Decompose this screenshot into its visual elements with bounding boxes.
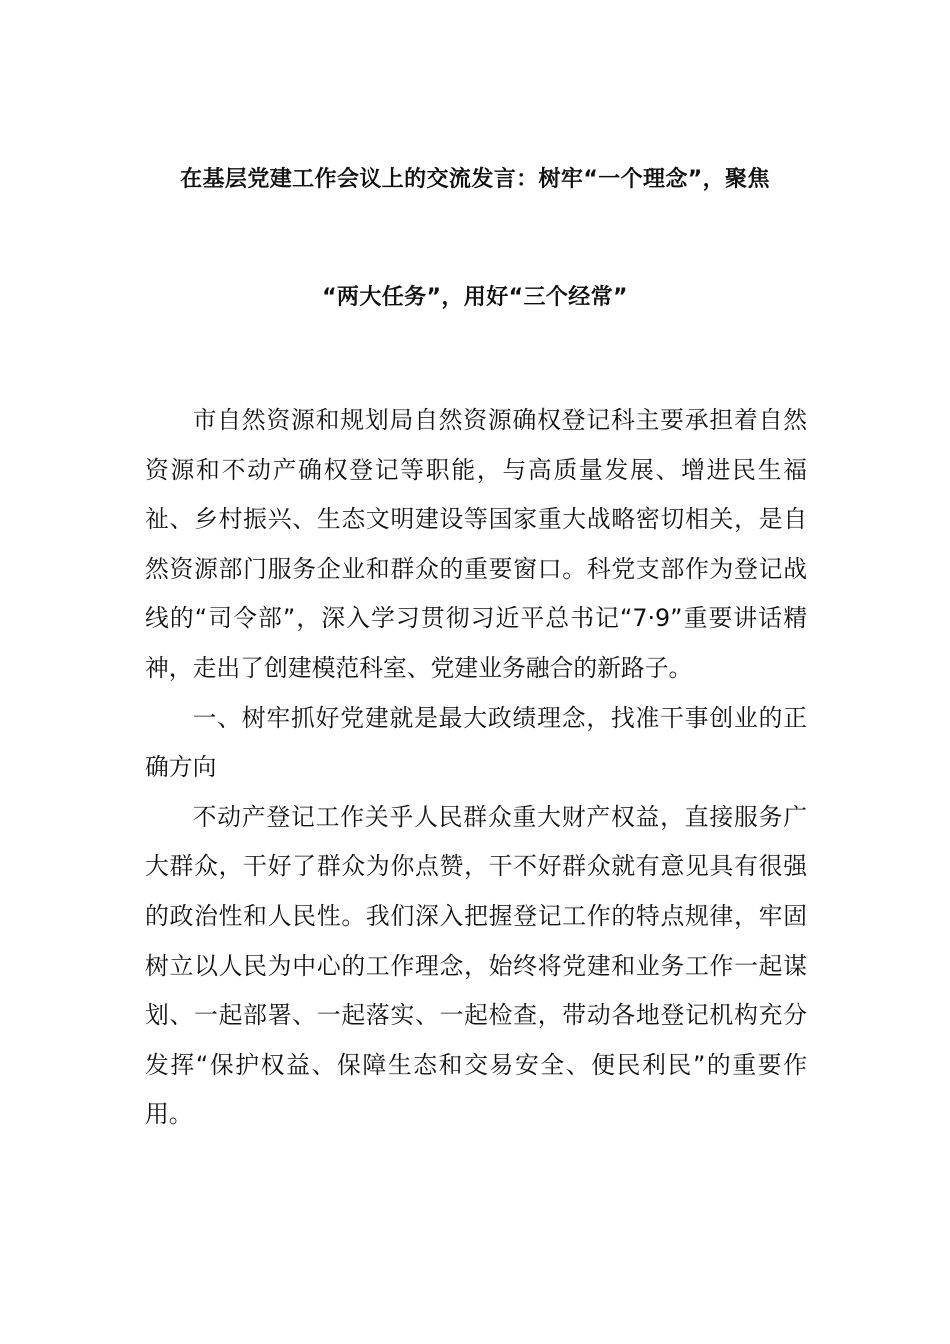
body-paragraph-intro: 市自然资源和规划局自然资源确权登记科主要承担着自然资源和不动产确权登记等职能，与高质量发展、增进民生福祉、乡村振兴、生态文明建设等国家重大战略密切相关，是自然资源部门服务企业和群众的重要窗口。科党支部作为登记战线的“司令部”，深入学习贯彻习近平总书记“7·9”重要讲话精神，走出了创建模范科室、党建业务融合的新路子。 — [145, 406, 807, 682]
body-paragraph-section-1: 不动产登记工作关乎人民群众重大财产权益，直接服务广大群众，干好了群众为你点赞，干不好群众就有意见具有很强的政治性和人民性。我们深入把握登记工作的特点规律，牢固树立以人民为中心的工作理念，始终将党建和业务工作一起谋划、一起部署、一起落实、一起检查，带动各地登记机构充分发挥“保护权益、保障生态和交易安全、便民利民”的重要作用。 — [145, 802, 807, 1129]
document-title-line-1: 在基层党建工作会议上的交流发言：树牢“一个理念”，聚焦 — [180, 167, 770, 192]
document-title-line-2: “两大任务”，用好“三个经常” — [322, 285, 628, 310]
section-heading-1: 一、树牢抓好党建就是最大政绩理念，找准干事创业的正确方向 — [145, 703, 807, 782]
document-body — [145, 396, 807, 1140]
